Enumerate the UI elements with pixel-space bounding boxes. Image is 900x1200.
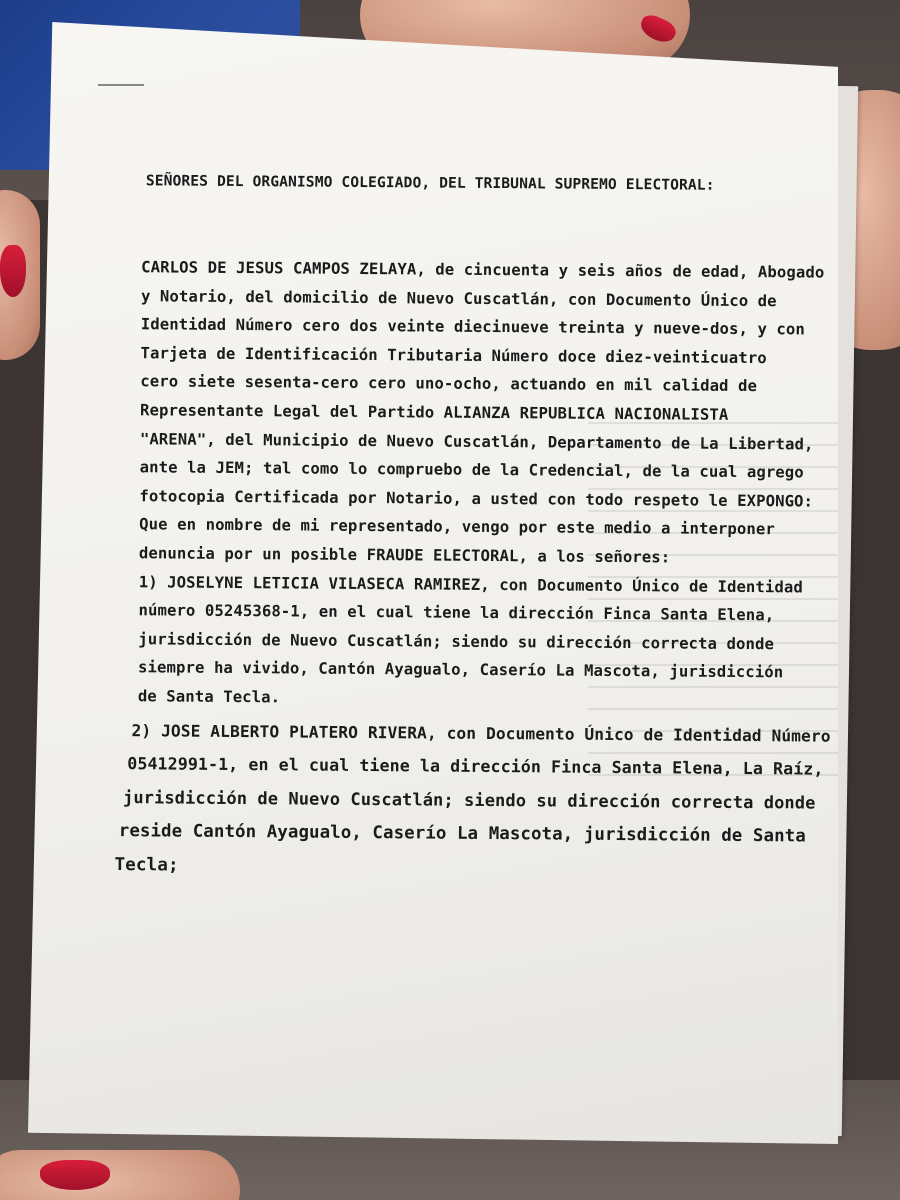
document-line: Que en nombre de mi representado, vengo por este medio a interponer xyxy=(139,515,775,539)
document-line: jurisdicción de Nuevo Cuscatlán; siendo su dirección correcta donde xyxy=(138,630,775,654)
document-line: número 05245368-1, en el cual tiene la dirección Finca Santa Elena, xyxy=(138,601,775,625)
document-line: y Notario, del domicilio de Nuevo Cuscatlán, con Documento Único de xyxy=(140,286,777,310)
document-line: fotocopia Certificada por Notario, a usted con todo respeto le EXPONGO: xyxy=(139,487,814,511)
document-heading: SEÑORES DEL ORGANISMO COLEGIADO, DEL TRIBUNAL SUPREMO ELECTORAL: xyxy=(145,172,715,194)
nail-bottom xyxy=(40,1160,110,1190)
document-line: Identidad Número cero dos veinte diecinueve treinta y nueve-dos, y con xyxy=(140,315,806,339)
document-line: siempre ha vivido, Cantón Ayagualo, Caserío La Mascota, jurisdicción xyxy=(138,658,784,682)
hand-bottom-left xyxy=(0,1150,240,1200)
document-line: "ARENA", del Municipio de Nuevo Cuscatlán, Departamento de La Libertad, xyxy=(139,429,814,454)
document-line: jurisdicción de Nuevo Cuscatlán; siendo su dirección correcta donde xyxy=(122,787,816,814)
document-line: de Santa Tecla. xyxy=(137,687,281,707)
document-line: Tecla; xyxy=(114,855,179,876)
document-line: 2) JOSE ALBERTO PLATERO RIVERA, con Documento Único de Identidad Número xyxy=(131,720,831,746)
document-line: cero siete sesenta-cero cero uno-ocho, actuando en mil calidad de xyxy=(140,372,758,396)
document-line: denuncia por un posible FRAUDE ELECTORAL, a los señores: xyxy=(138,544,671,567)
staple-mark xyxy=(98,84,144,86)
document-line: 1) JOSELYNE LETICIA VILASECA RAMIREZ, con Documento Único de Identidad xyxy=(138,572,803,597)
document-line: 05412991-1, en el cual tiene la dirección Finca Santa Elena, La Raíz, xyxy=(127,754,824,779)
document-line: reside Cantón Ayagualo, Caserío La Mascota, jurisdicción de Santa xyxy=(118,821,806,847)
nail-left xyxy=(0,245,26,297)
document-line: ante la JEM; tal como lo compruebo de la Credencial, de la cual agrego xyxy=(139,458,804,482)
document-line: Representante Legal del Partido ALIANZA REPUBLICA NACIONALISTA xyxy=(140,401,729,424)
document-line: CARLOS DE JESUS CAMPOS ZELAYA, de cincuenta y seis años de edad, Abogado xyxy=(141,258,825,282)
document-line: Tarjeta de Identificación Tributaria Número doce diez-veinticuatro xyxy=(140,344,767,367)
